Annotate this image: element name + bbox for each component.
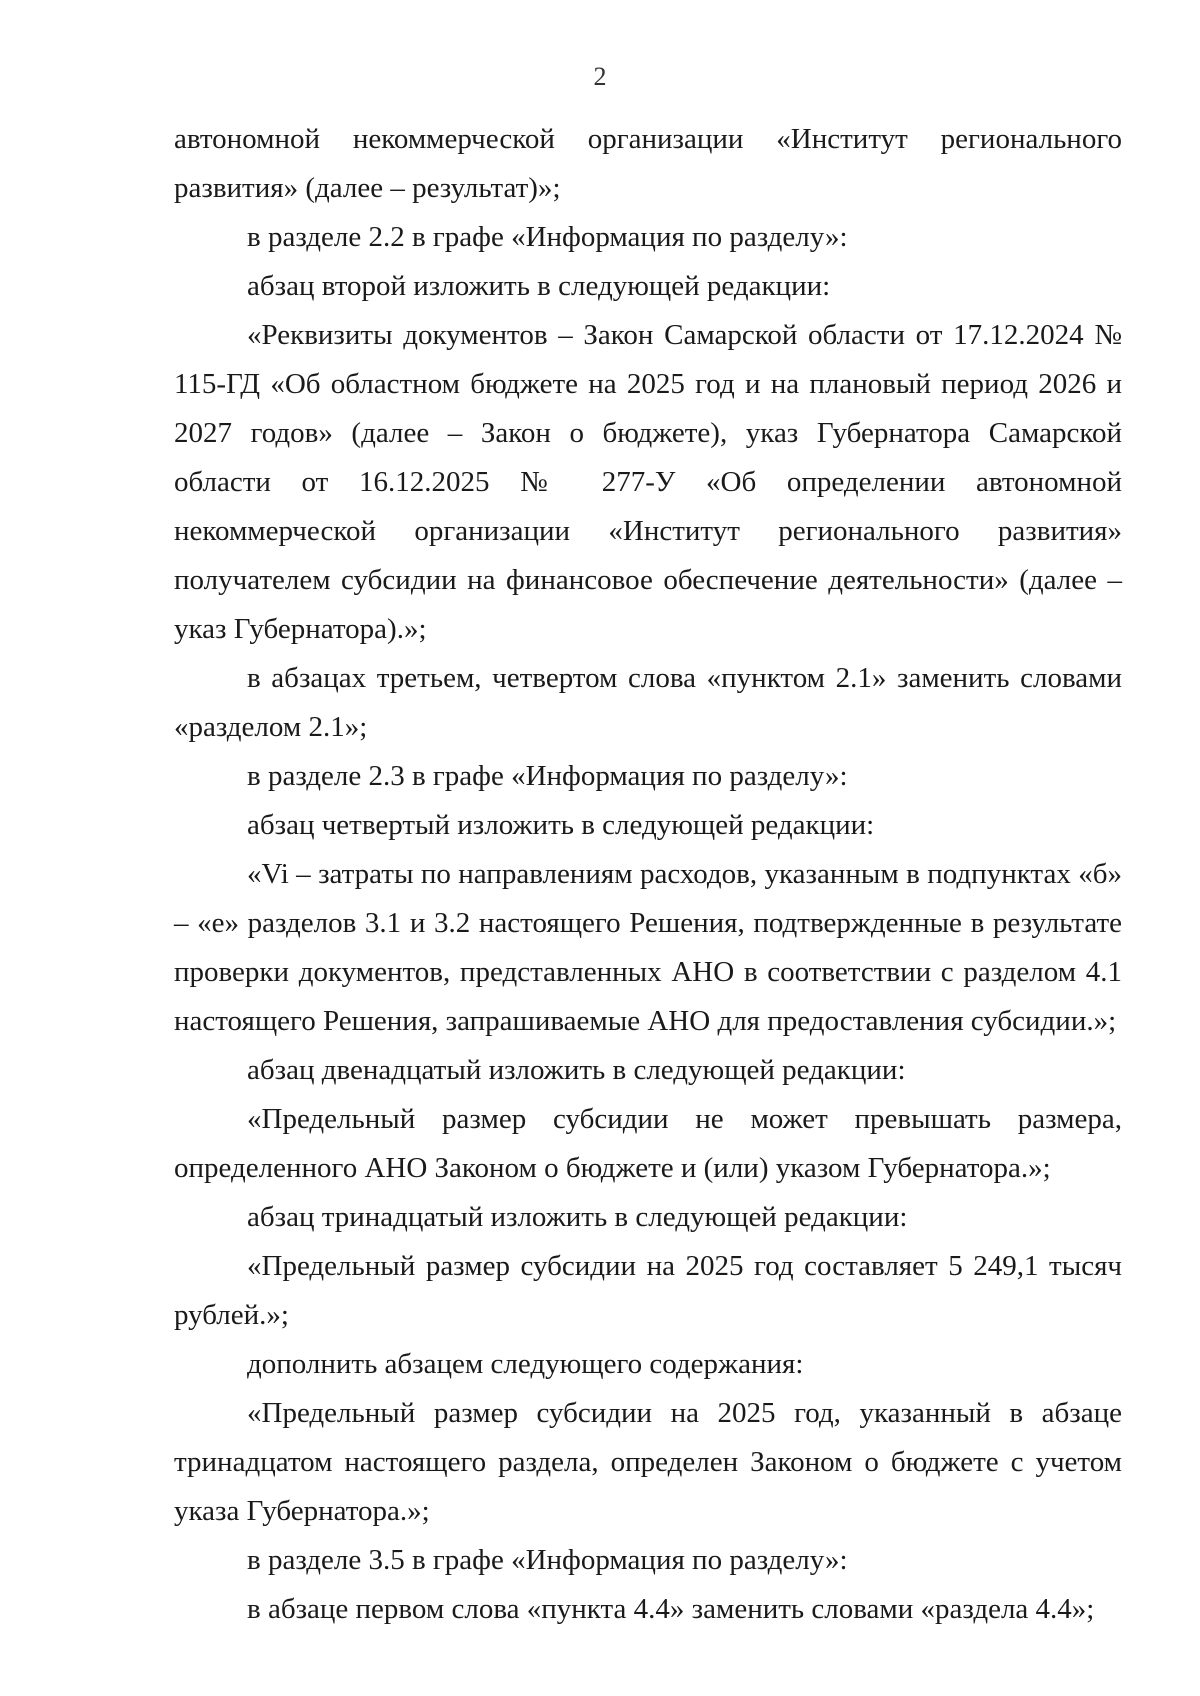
paragraph: в разделе 2.3 в графе «Информация по разделу»: <box>247 760 848 792</box>
paragraph: «Реквизиты документов – Закон Самарской области от 17.12.2024 № 115-ГД «Об областном бюджете на 2025 год и на плановый период 2026 и 2027 годов» (далее – Закон о бюджете), указ Губернатора Самарской области от 16.12.2025 № 277-У «Об определении автономной некоммерческой организации «Институт регионального развития» получателем субсидии на финансовое обеспечение деятельности» (далее – указ Губернатора).»; <box>174 319 1122 645</box>
paragraph: абзац двенадцатый изложить в следующей редакции: <box>247 1054 906 1086</box>
paragraph: абзац тринадцатый изложить в следующей редакции: <box>247 1201 908 1233</box>
paragraph: «Предельный размер субсидии на 2025 год составляет 5 249,1 тысяч рублей.»; <box>174 1250 1122 1331</box>
paragraph: «Предельный размер субсидии на 2025 год, указанный в абзаце тринадцатом настоящего раздела, определен Законом о бюджете с учетом указа Губернатора.»; <box>174 1397 1122 1527</box>
paragraph: дополнить абзацем следующего содержания: <box>247 1348 804 1380</box>
paragraph: абзац второй изложить в следующей редакции: <box>247 270 831 302</box>
document-body <box>174 115 1122 1634</box>
paragraph: «Предельный размер субсидии не может превышать размера, определенного АНО Законом о бюджете и (или) указом Губернатора.»; <box>174 1103 1122 1184</box>
paragraph: в абзацах третьем, четвертом слова «пунктом 2.1» заменить словами «разделом 2.1»; <box>174 662 1122 743</box>
paragraph: в разделе 3.5 в графе «Информация по разделу»: <box>247 1544 848 1576</box>
page-number: 2 <box>593 62 607 91</box>
paragraph: абзац четвертый изложить в следующей редакции: <box>247 809 875 841</box>
paragraph: в разделе 2.2 в графе «Информация по разделу»: <box>247 221 848 253</box>
paragraph: автономной некоммерческой организации «Институт регионального развития» (далее – результат)»; <box>174 123 1122 204</box>
paragraph: «Vi – затраты по направлениям расходов, указанным в подпунктах «б» – «е» разделов 3.1 и 3.2 настоящего Решения, подтвержденные в результате проверки документов, представленных АНО в соответствии с разделом 4.1 настоящего Решения, запрашиваемые АНО для предоставления субсидии.»; <box>174 858 1122 1037</box>
paragraph: в абзаце первом слова «пункта 4.4» заменить словами «раздела 4.4»; <box>247 1593 1095 1625</box>
